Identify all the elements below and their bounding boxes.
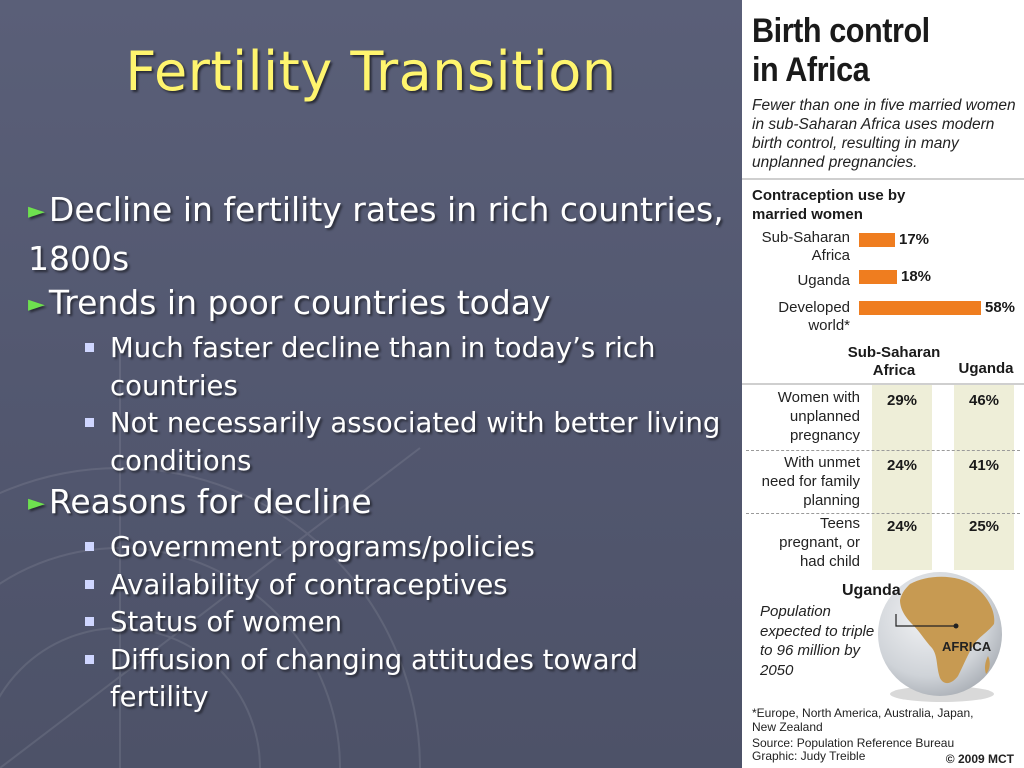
- africa-map-label: AFRICA: [942, 639, 992, 654]
- footnote: *Europe, North America, Australia, Japan, New Zealand: [752, 706, 974, 734]
- bar-label: [797, 272, 850, 290]
- square-bullet-icon: [85, 580, 94, 589]
- bar-value-label: 18%: [901, 268, 932, 285]
- bar-label: [762, 229, 850, 265]
- table-cell: 46%: [968, 392, 1000, 409]
- infographic-panel: [742, 0, 1024, 768]
- square-bullet-icon: [85, 655, 94, 664]
- table-cell: 25%: [968, 518, 1000, 535]
- uganda-map-label: Uganda: [842, 582, 901, 599]
- population-note: Population expected to triple to 96 million by 2050: [760, 603, 875, 679]
- bullet-item: [28, 281, 728, 330]
- row-label: [762, 453, 860, 510]
- column-background: [872, 385, 932, 570]
- sub-bullet-text: Much faster decline than in today’s rich countries: [110, 332, 656, 402]
- bar-value-label: 17%: [899, 231, 930, 248]
- bullet-item: [28, 188, 728, 281]
- table-cell: 41%: [968, 457, 1000, 474]
- bar-value-label: 58%: [985, 299, 1016, 316]
- bar-label-line: world*: [808, 317, 850, 334]
- row-label-line: need for family: [761, 473, 860, 490]
- table-cell: 24%: [886, 518, 918, 535]
- sub-bullet-item: [28, 604, 728, 642]
- arrow-bullet-icon: ►: [28, 199, 45, 224]
- sub-bullet-text: Status of women: [110, 606, 343, 638]
- infographic-title-line: in Africa: [752, 51, 870, 89]
- source-credit: Source: Population Reference Bureau: [752, 736, 955, 750]
- bar-uganda: [859, 270, 897, 284]
- square-bullet-icon: [85, 343, 94, 352]
- row-label: [778, 388, 860, 445]
- chart-heading: Contraception use by married women: [752, 187, 906, 223]
- bullet-text: Decline in fertility rates in rich countries, 1800s: [28, 190, 724, 278]
- copyright: © 2009 MCT: [945, 752, 1014, 766]
- bullet-list: [28, 188, 728, 717]
- row-label-line: Women with: [777, 389, 860, 406]
- credits: [752, 737, 954, 763]
- bar-sub-saharan-africa: [859, 233, 895, 247]
- sub-bullet-item: [28, 405, 728, 480]
- bullet-item: [28, 480, 728, 529]
- sub-bullet-text: Government programs/policies: [110, 531, 535, 563]
- sub-bullet-item: [28, 642, 728, 717]
- row-label-line: had child: [799, 553, 860, 570]
- table-cell: 29%: [886, 392, 918, 409]
- sub-bullet-item: [28, 330, 728, 405]
- bar-label-line: Africa: [811, 247, 850, 264]
- bar-label-line: Uganda: [797, 272, 850, 289]
- sub-bullet-text: Diffusion of changing attitudes toward fertility: [110, 643, 638, 713]
- bar-label-line: Developed: [778, 299, 850, 316]
- sub-bullet-item: [28, 567, 728, 605]
- column-background: [954, 385, 1014, 570]
- sub-bullet-text: Availability of contraceptives: [110, 568, 508, 601]
- square-bullet-icon: [85, 617, 94, 626]
- bar-label: [778, 299, 850, 335]
- row-label: [779, 514, 860, 571]
- sub-bullet-item: [28, 529, 728, 567]
- table-cell: 24%: [886, 457, 918, 474]
- column-header-line: Sub-Saharan: [847, 344, 941, 361]
- uganda-location-dot: [954, 624, 959, 629]
- infographic-subtitle: Fewer than one in five married women in sub-Saharan Africa uses modern birth control, resulting in many unplanned pregnancies.: [752, 97, 1016, 171]
- square-bullet-icon: [85, 418, 94, 427]
- column-header: [834, 344, 954, 380]
- arrow-bullet-icon: ►: [28, 292, 45, 317]
- row-label-line: pregnancy: [789, 427, 860, 444]
- infographic-title: [752, 12, 930, 90]
- row-label-line: Teens: [819, 515, 860, 532]
- infographic-title-line: Birth control: [752, 12, 930, 50]
- row-label-line: planning: [803, 492, 860, 509]
- bullet-text: Trends in poor countries today: [48, 283, 551, 322]
- slide-title: Fertility Transition: [125, 40, 617, 103]
- bar-label-line: Sub-Saharan: [761, 229, 850, 246]
- row-label-line: With unmet: [784, 454, 860, 471]
- row-label-line: pregnant, or: [779, 534, 860, 551]
- column-header: Uganda: [958, 360, 1014, 377]
- row-divider: [746, 450, 1020, 451]
- bar-developed-world: [859, 301, 981, 315]
- arrow-bullet-icon: ►: [28, 491, 45, 516]
- square-bullet-icon: [85, 542, 94, 551]
- divider: [742, 178, 1024, 180]
- column-header-line: Africa: [872, 362, 916, 379]
- sub-bullet-text: Not necessarily associated with better living conditions: [110, 407, 721, 477]
- row-label-line: unplanned: [789, 408, 860, 425]
- bullet-text: Reasons for decline: [48, 482, 372, 521]
- graphic-credit: Graphic: Judy Treible: [752, 749, 866, 763]
